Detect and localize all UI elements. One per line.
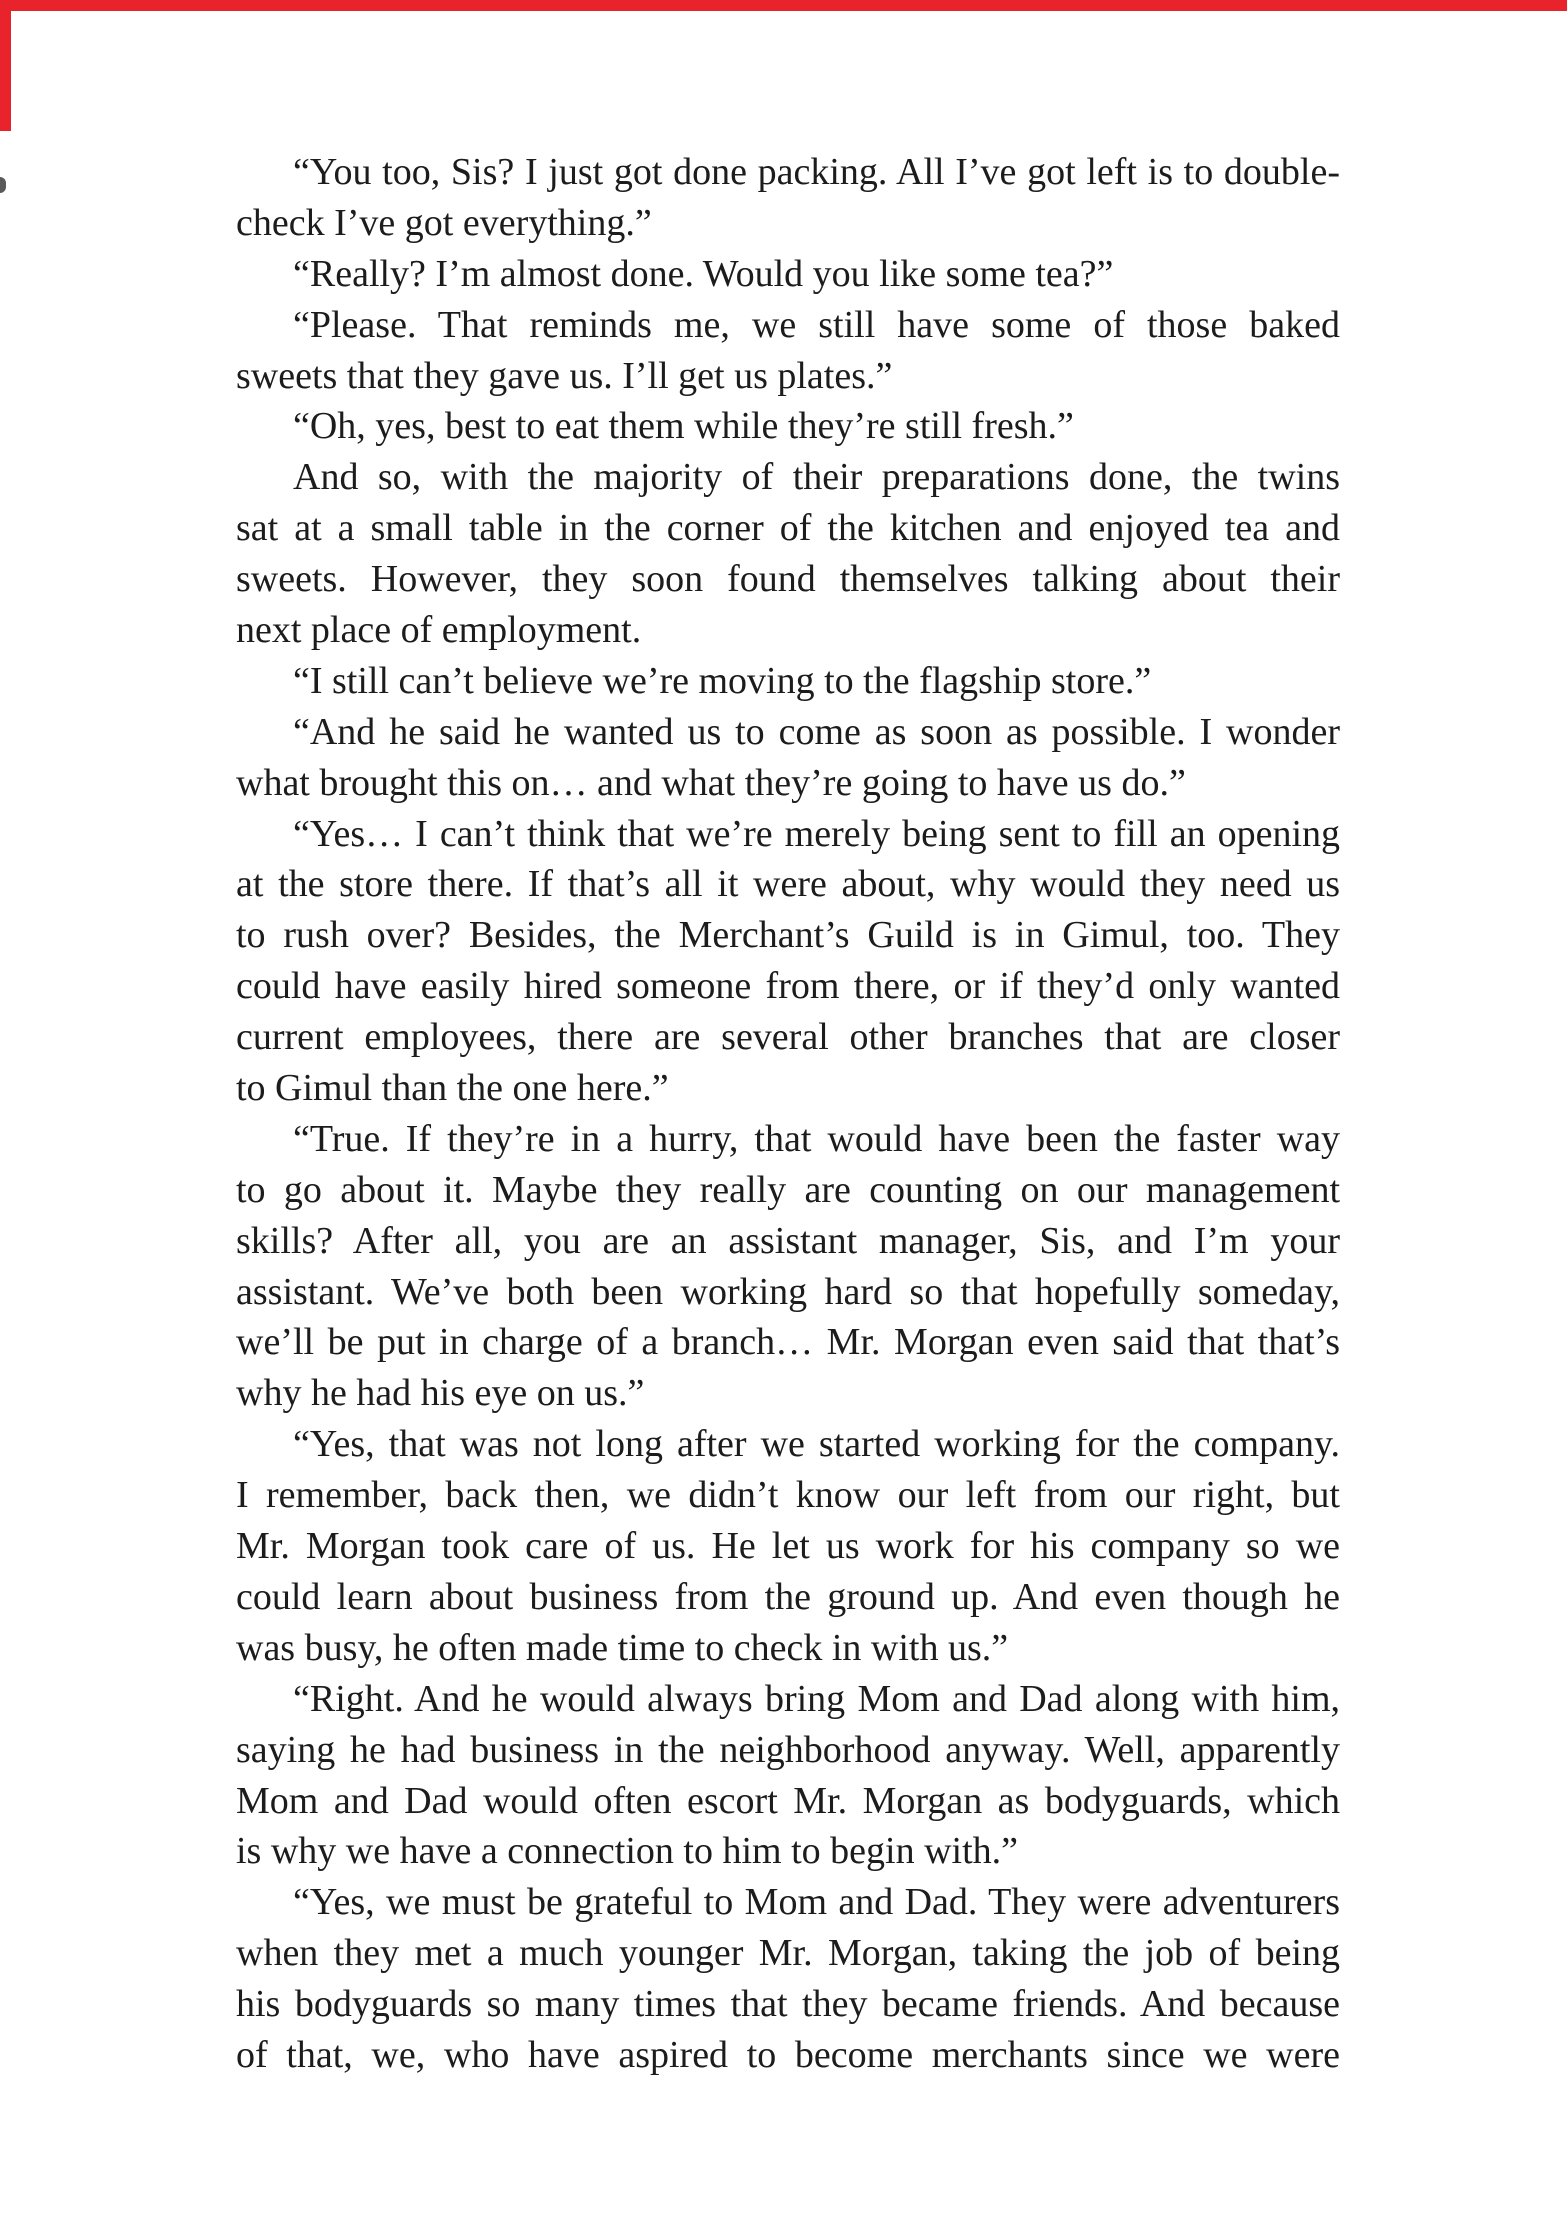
text-line: to Gimul than the one here.” — [236, 1067, 669, 1110]
text-line: at the store there. If that’s all it were about, why would they need us — [236, 863, 1340, 906]
text-line: Mr. Morgan took care of us. He let us work for his company so we — [236, 1525, 1340, 1568]
text-line: “Right. And he would always bring Mom and Dad along with him, — [293, 1677, 1340, 1720]
text-line: Mom and Dad would often escort Mr. Morgan as bodyguards, which — [236, 1779, 1340, 1822]
text-line: saying he had business in the neighborhood anyway. Well, apparently — [236, 1728, 1340, 1771]
page-edge-tick — [0, 177, 6, 193]
text-line: was busy, he often made time to check in with us.” — [236, 1626, 1009, 1669]
text-line: his bodyguards so many times that they became friends. And because — [236, 1983, 1340, 2026]
text-line: when they met a much younger Mr. Morgan, taking the job of being — [236, 1932, 1340, 1975]
text-line: “True. If they’re in a hurry, that would have been the faster way — [293, 1117, 1340, 1160]
text-line: of that, we, who have aspired to become merchants since we were — [236, 2033, 1340, 2076]
text-line: sat at a small table in the corner of the kitchen and enjoyed tea and — [236, 507, 1340, 550]
text-line: to go about it. Maybe they really are counting on our management — [236, 1168, 1340, 1211]
text-line: “And he said he wanted us to come as soon as possible. I wonder — [293, 710, 1340, 753]
text-line: “I still can’t believe we’re moving to the flagship store.” — [293, 659, 1152, 702]
text-line: And so, with the majority of their preparations done, the twins — [293, 456, 1340, 499]
text-line: sweets. However, they soon found themselves talking about their — [236, 558, 1340, 601]
text-line: what brought this on… and what they’re going to have us do.” — [236, 761, 1186, 804]
text-line: skills? After all, you are an assistant manager, Sis, and I’m your — [236, 1219, 1340, 1262]
text-line: we’ll be put in charge of a branch… Mr. Morgan even said that that’s — [236, 1321, 1340, 1364]
text-line: could learn about business from the ground up. And even though he — [236, 1575, 1340, 1618]
red-left-edge-bar — [0, 0, 11, 131]
text-line: next place of employment. — [236, 609, 642, 652]
text-line: “You too, Sis? I just got done packing. All I’ve got left is to double- — [293, 151, 1340, 193]
text-line: to rush over? Besides, the Merchant’s Guild is in Gimul, too. They — [236, 914, 1340, 957]
text-line: could have easily hired someone from there, or if they’d only wanted — [236, 965, 1340, 1008]
text-line: assistant. We’ve both been working hard so that hopefully someday, — [236, 1270, 1340, 1313]
text-line: “Yes… I can’t think that we’re merely being sent to fill an opening — [293, 812, 1340, 855]
text-line: is why we have a connection to him to begin with.” — [236, 1830, 1018, 1873]
red-top-edge-bar — [0, 0, 1567, 11]
text-line: sweets that they gave us. I’ll get us plates.” — [236, 354, 893, 397]
text-line: why he had his eye on us.” — [236, 1372, 645, 1415]
text-line: check I’ve got everything.” — [236, 201, 652, 244]
text-line: “Yes, we must be grateful to Mom and Dad. They were adventurers — [293, 1881, 1340, 1924]
text-line: “Yes, that was not long after we started working for the company. — [293, 1423, 1340, 1466]
body-text — [236, 147, 1340, 2081]
text-line: “Oh, yes, best to eat them while they’re still fresh.” — [293, 405, 1074, 448]
text-line: “Please. That reminds me, we still have some of those baked — [293, 303, 1340, 346]
text-line: current employees, there are several other branches that are closer — [236, 1016, 1340, 1059]
text-line: “Really? I’m almost done. Would you like some tea?” — [293, 252, 1114, 295]
text-line: I remember, back then, we didn’t know our left from our right, but — [236, 1474, 1340, 1517]
